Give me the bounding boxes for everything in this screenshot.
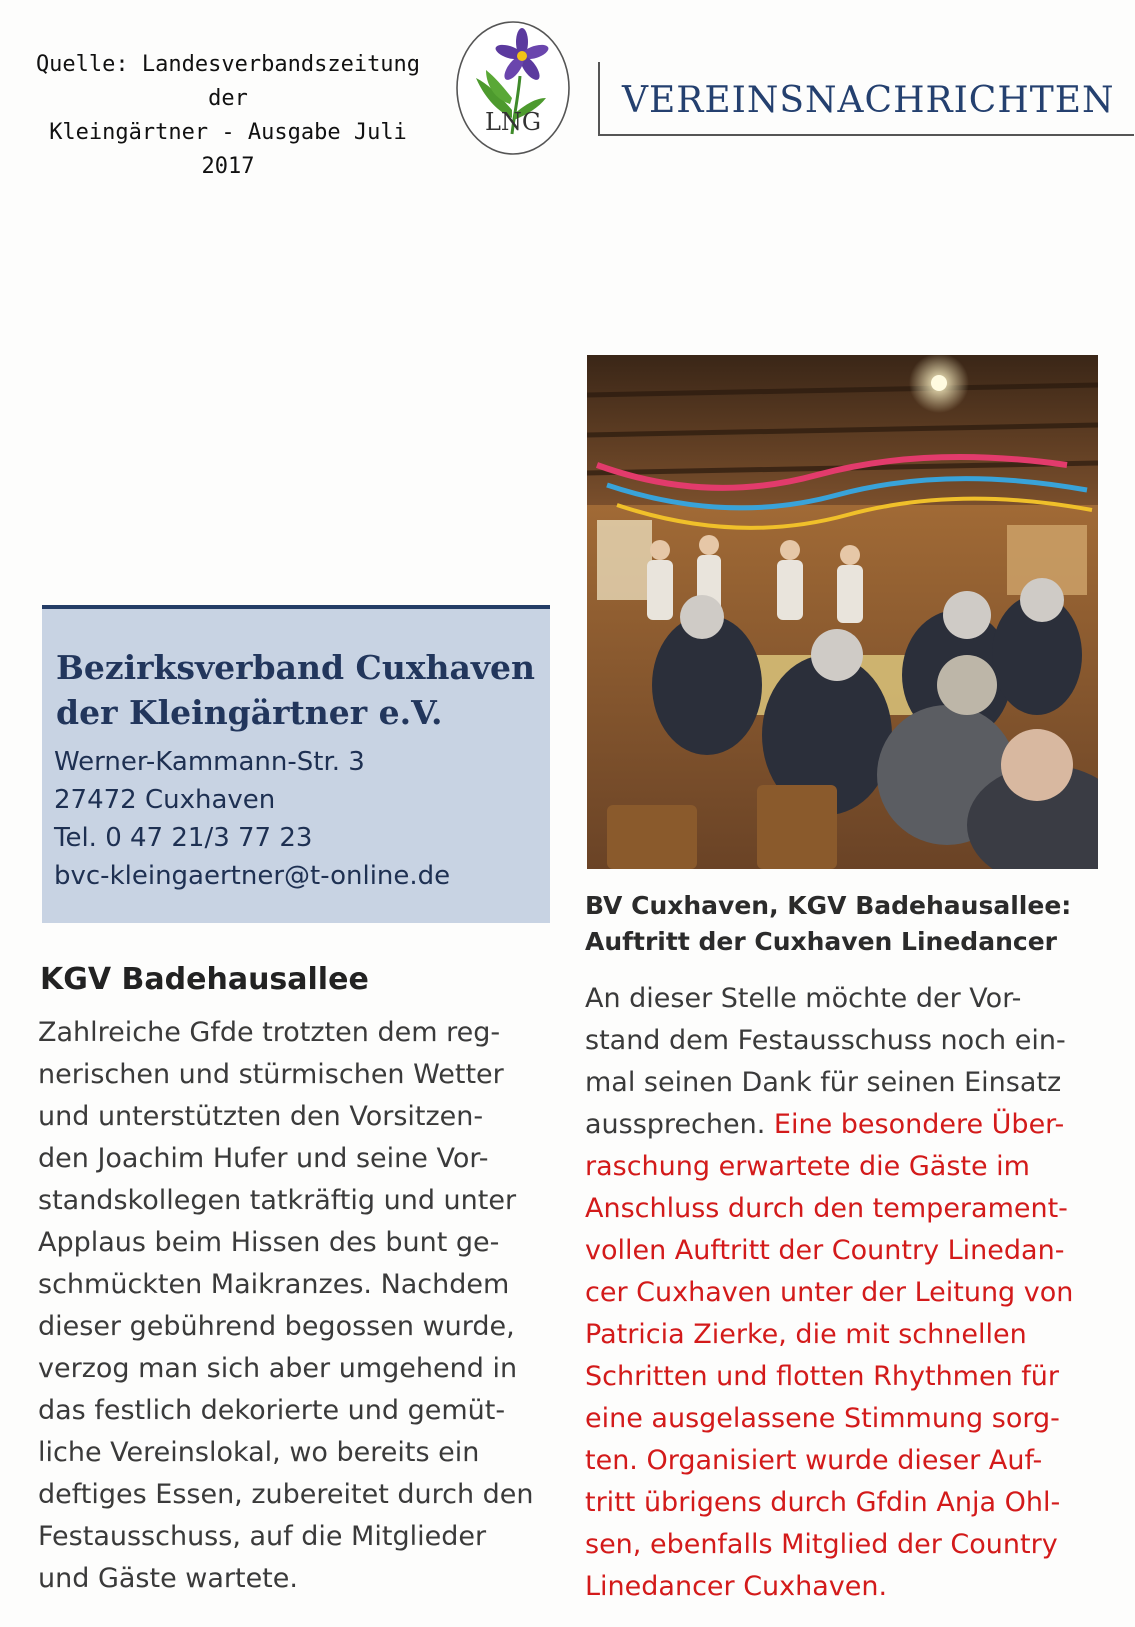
- article-heading: KGV Badehausallee: [40, 962, 369, 997]
- right-line: mal seinen Dank für seinen Einsatz: [585, 1067, 1062, 1098]
- right-line-red-part: Eine besondere Über-: [773, 1109, 1065, 1140]
- source-line-1: Quelle: Landesverbandszeitung der: [35, 52, 421, 111]
- right-line-highlight: cer Cuxhaven unter der Leitung von: [585, 1277, 1074, 1308]
- source-note: [18, 48, 438, 184]
- phone-number: Tel. 0 47 21/3 77 23: [54, 823, 313, 853]
- left-line: liche Vereinslokal, wo bereits ein: [38, 1437, 480, 1468]
- right-line-black-part: aussprechen.: [585, 1109, 774, 1140]
- right-line: stand dem Festausschuss noch ein-: [585, 1025, 1066, 1056]
- left-line: Applaus beim Hissen des bunt ge-: [38, 1227, 500, 1258]
- association-name-line-1: Bezirksverband Cuxhaven: [56, 648, 536, 687]
- right-line-highlight: Linedancer Cuxhaven.: [585, 1571, 888, 1602]
- left-line: den Joachim Hufer und seine Vor-: [38, 1143, 489, 1174]
- event-photo: [587, 355, 1098, 869]
- right-line-highlight: raschung erwartete die Gäste im: [585, 1151, 1030, 1182]
- section-header: [598, 62, 1134, 136]
- right-line-highlight: Schritten und flotten Rhythmen für: [585, 1361, 1060, 1392]
- right-line-highlight: Patricia Zierke, die mit schnellen: [585, 1319, 1027, 1350]
- street-address: Werner-Kammann-Str. 3: [54, 747, 365, 777]
- section-title: VEREINSNACHRICHTEN: [622, 80, 1115, 121]
- logo-text: LNG: [484, 108, 542, 136]
- right-line-mixed: [585, 1104, 1073, 1146]
- left-line: und Gäste wartete.: [38, 1563, 298, 1594]
- right-line-highlight: vollen Auftritt der Country Linedan-: [585, 1235, 1065, 1266]
- right-line-highlight: sen, ebenfalls Mitglied der Country: [585, 1529, 1058, 1560]
- right-line: An dieser Stelle möchte der Vor-: [585, 983, 1022, 1014]
- right-line-highlight: Anschluss durch den temperament-: [585, 1193, 1068, 1224]
- email-address[interactable]: bvc-kleingaertner@t-online.de: [54, 861, 451, 891]
- left-line: standskollegen tatkräftig und unter: [38, 1185, 517, 1216]
- left-line: dieser gebührend begossen wurde,: [38, 1311, 515, 1342]
- caption-line-2: Auftritt der Cuxhaven Linedancer: [585, 927, 1057, 956]
- contact-details: [54, 743, 544, 895]
- source-line-2: Kleingärtner - Ausgabe Juli 2017: [49, 120, 407, 179]
- left-line: und unterstützten den Vorsitzen-: [38, 1101, 484, 1132]
- photo-caption: [585, 888, 1105, 960]
- left-line: verzog man sich aber umgehend in: [38, 1353, 518, 1384]
- association-name-line-2: der Kleingärtner e.V.: [56, 693, 443, 732]
- lng-logo: [452, 18, 574, 158]
- right-line-highlight: ten. Organisiert wurde dieser Auf-: [585, 1445, 1043, 1476]
- article-right-column: [585, 978, 1073, 1608]
- right-line-highlight: eine ausgelassene Stimmung sorg-: [585, 1403, 1060, 1434]
- left-line: Zahlreiche Gfde trotzten dem reg-: [38, 1017, 501, 1048]
- left-line: schmückten Maikranzes. Nachdem: [38, 1269, 510, 1300]
- left-line: deftiges Essen, zubereitet durch den: [38, 1479, 534, 1510]
- association-name: [56, 645, 546, 735]
- left-line: Festausschuss, auf die Mitglieder: [38, 1521, 487, 1552]
- caption-line-1: BV Cuxhaven, KGV Badehausallee:: [585, 891, 1072, 920]
- left-line: nerischen und stürmischen Wetter: [38, 1059, 504, 1090]
- city: 27472 Cuxhaven: [54, 785, 276, 815]
- article-left-column: [38, 1012, 534, 1600]
- left-line: das festlich dekorierte und gemüt-: [38, 1395, 506, 1426]
- right-line-highlight: tritt übrigens durch Gfdin Anja Ohl-: [585, 1487, 1061, 1518]
- address-box: [42, 605, 550, 923]
